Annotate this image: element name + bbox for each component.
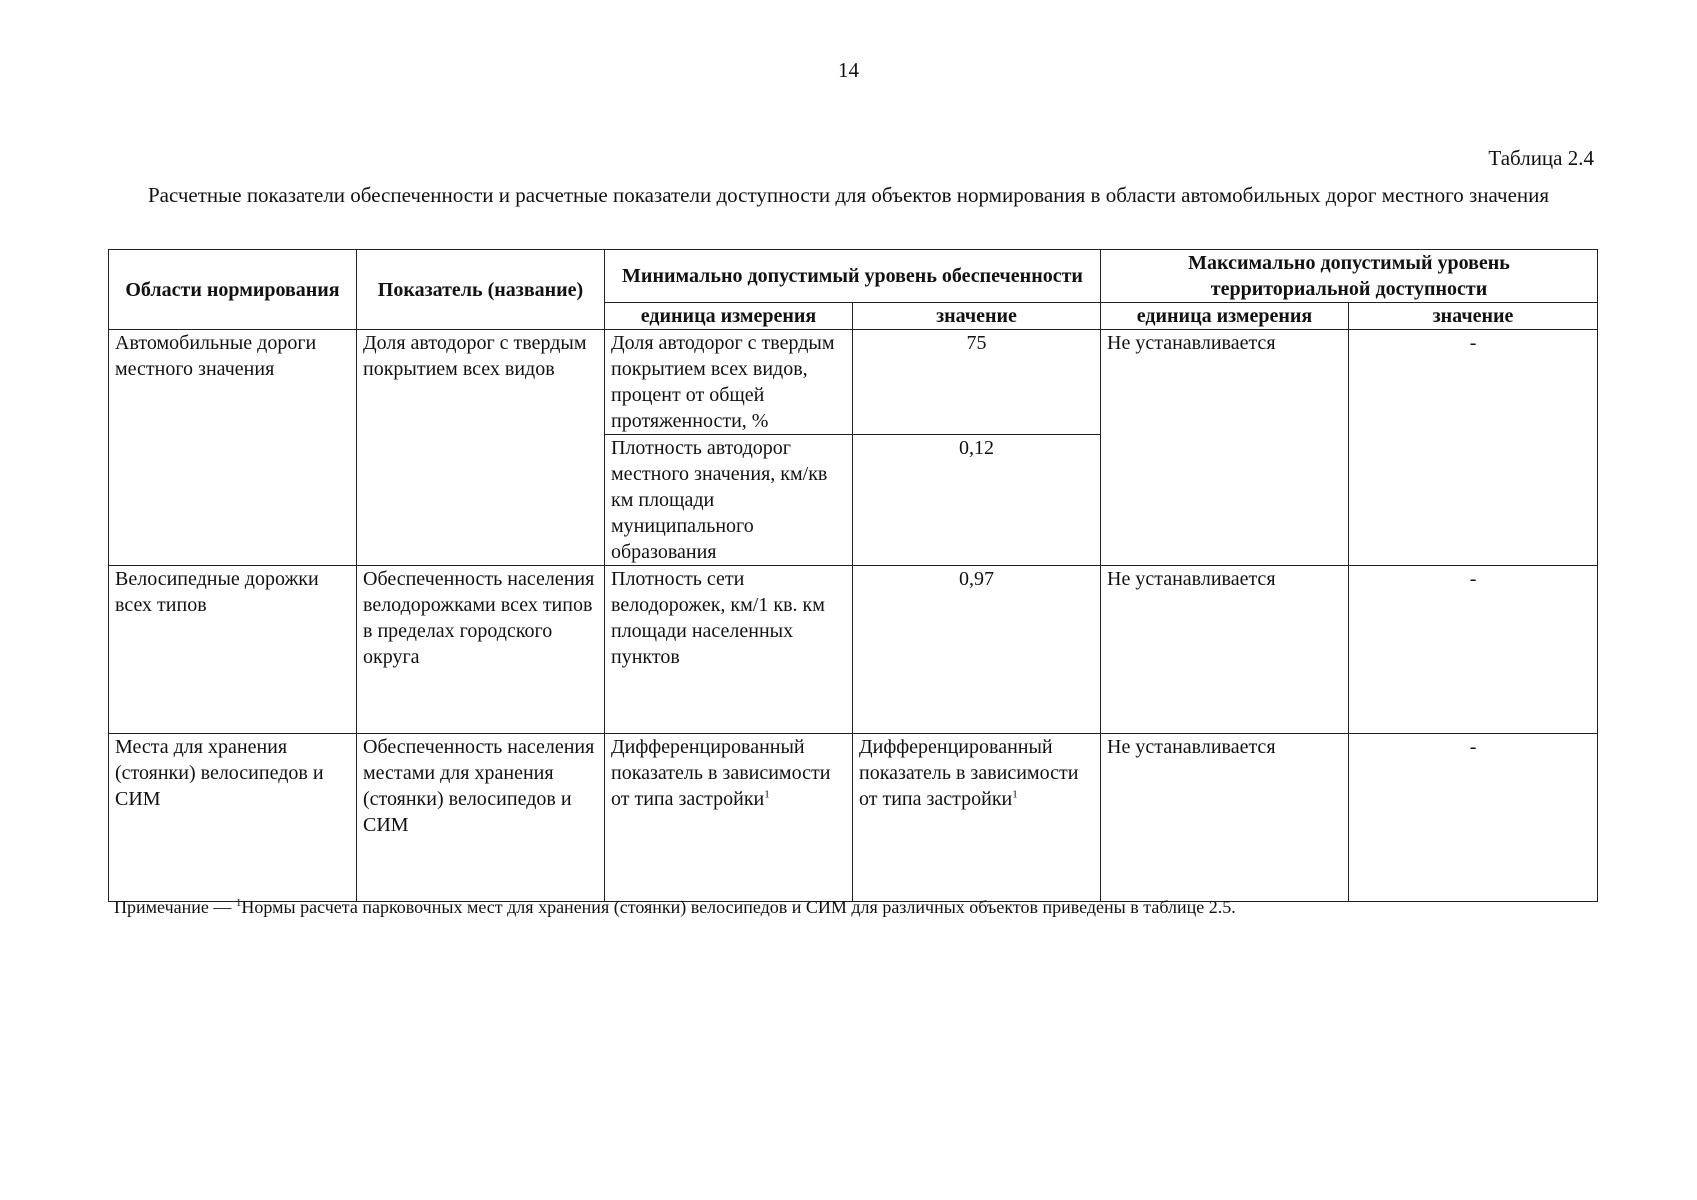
row3-indicator: Обеспеченность населения местами для хранения (стоянки) велосипедов и СИМ (357, 734, 605, 902)
header-min-value: значение (853, 303, 1101, 330)
footnote-mark: 1 (764, 788, 770, 801)
header-max-level: Максимально допустимый уровень территориальной доступности (1101, 250, 1598, 303)
row1-min-value-2: 0,12 (853, 435, 1101, 566)
table-note (114, 897, 1236, 918)
row1-max-value: - (1349, 330, 1598, 566)
row1-min-unit-1: Доля автодорог с твердым покрытием всех видов, процент от общей протяженности, % (605, 330, 853, 435)
row2-max-value: - (1349, 566, 1598, 734)
row3-min-value-text: Дифференцированный показатель в зависимости от типа застройки (859, 736, 1079, 810)
row3-area: Места для хранения (стоянки) велосипедов и СИМ (109, 734, 357, 902)
row3-min-unit-text: Дифференцированный показатель в зависимости от типа застройки (611, 736, 831, 810)
header-area: Области нормирования (109, 250, 357, 330)
row1-max-unit: Не устанавливается (1101, 330, 1349, 566)
table-row (109, 566, 1598, 734)
table-row (109, 734, 1598, 902)
row2-min-unit: Плотность сети велодорожек, км/1 кв. км площади населенных пунктов (605, 566, 853, 734)
header-min-unit: единица измерения (605, 303, 853, 330)
row1-area: Автомобильные дороги местного значения (109, 330, 357, 566)
row3-max-value: - (1349, 734, 1598, 902)
page-number: 14 (838, 58, 859, 82)
header-min-level: Минимально допустимый уровень обеспеченности (605, 250, 1101, 303)
row1-indicator: Доля автодорог с твердым покрытием всех видов (357, 330, 605, 566)
footnote-mark: 1 (1012, 788, 1018, 801)
row3-min-value (853, 734, 1101, 902)
note-text: Нормы расчета парковочных мест для хранения (стоянки) велосипедов и СИМ для различных объектов приведены в таблице 2.5. (241, 897, 1236, 917)
row2-min-value: 0,97 (853, 566, 1101, 734)
header-indicator: Показатель (название) (357, 250, 605, 330)
row1-min-unit-2: Плотность автодорог местного значения, км/кв км площади муниципального образования (605, 435, 853, 566)
note-mark: 1 (235, 897, 242, 909)
row3-max-unit: Не устанавливается (1101, 734, 1349, 902)
table-row (109, 330, 1598, 435)
row2-max-unit: Не устанавливается (1101, 566, 1349, 734)
row1-min-value-1: 75 (853, 330, 1101, 435)
standards-table (108, 249, 1598, 902)
table-title: Расчетные показатели обеспеченности и расчетные показатели доступности для объектов нормирования в области автомобильных дорог местного значения (147, 183, 1550, 207)
table-label: Таблица 2.4 (1488, 146, 1594, 170)
row3-min-unit (605, 734, 853, 902)
note-prefix: Примечание — (114, 897, 232, 917)
row2-area: Велосипедные дорожки всех типов (109, 566, 357, 734)
header-max-value: значение (1349, 303, 1598, 330)
header-max-unit: единица измерения (1101, 303, 1349, 330)
row2-indicator: Обеспеченность населения велодорожками всех типов в пределах городского округа (357, 566, 605, 734)
